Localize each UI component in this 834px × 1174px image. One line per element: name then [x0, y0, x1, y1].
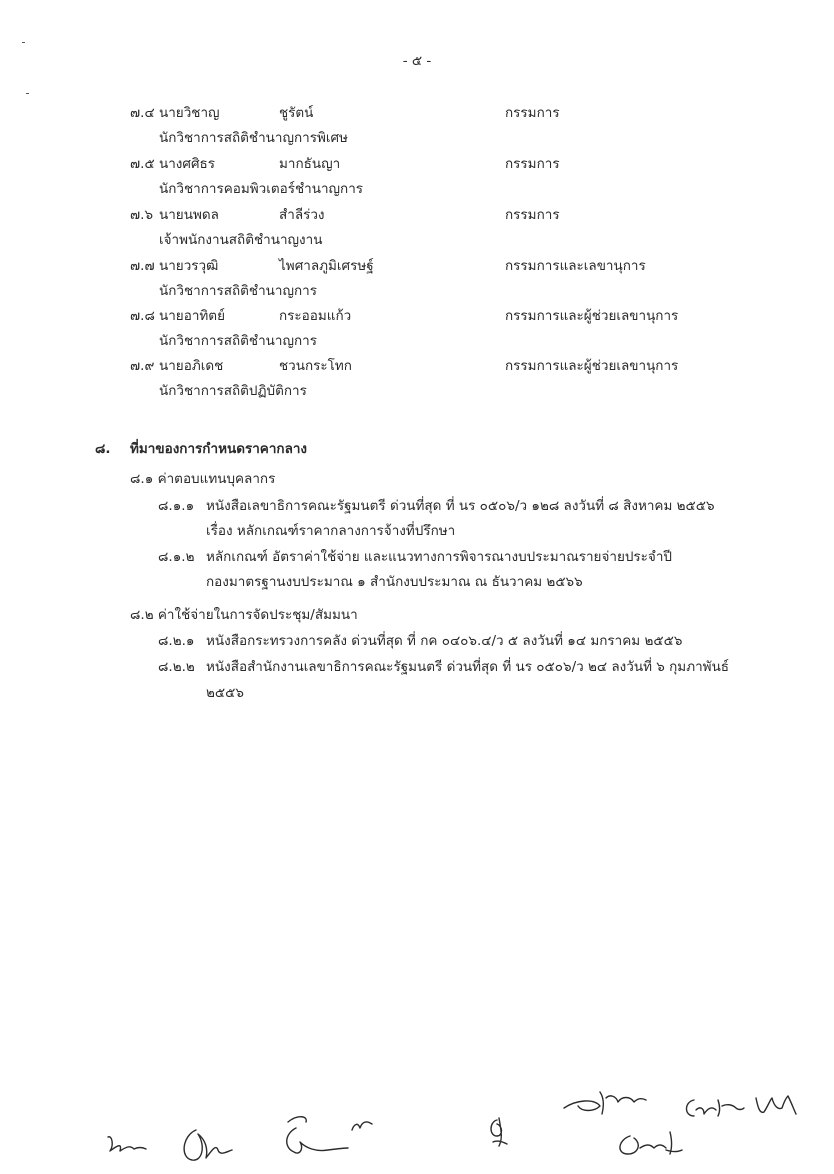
member-surname: ไพศาลภูมิเศรษฐ์: [279, 258, 374, 274]
item-text-continued: ๒๕๕๖: [206, 685, 244, 701]
signature-icon: [680, 1092, 746, 1126]
signature-icon: [752, 1088, 802, 1124]
item-number: ๘.๒.๑: [158, 633, 195, 649]
member-role: กรรมการและเลขานุการ: [505, 258, 646, 274]
item-text: หลักเกณฑ์ อัตราค่าใช้จ่าย และแนวทางการพิจารณางบประมาณรายจ่ายประจำปี: [206, 549, 672, 565]
subsection-heading: ๘.๑ ค่าตอบแทนบุคลากร: [130, 471, 276, 487]
item-text-continued: กองมาตรฐานงบประมาณ ๑ สำนักงบประมาณ ณ ธันวาคม ๒๕๖๖: [206, 574, 583, 590]
member-position: นักวิชาการสถิติชำนาญการ: [159, 333, 317, 349]
member-number: ๗.๔: [130, 105, 155, 121]
signature-icon: [104, 1125, 152, 1165]
member-number: ๗.๖: [130, 207, 154, 223]
member-name: นายอภิเดช: [159, 358, 224, 374]
member-surname: ชูรัตน์: [279, 105, 314, 121]
section-number: ๘.: [95, 441, 111, 457]
item-number: ๘.๑.๑: [158, 498, 195, 514]
subsection-heading: ๘.๒ ค่าใช้จ่ายในการจัดประชุม/สัมมนา: [130, 607, 358, 623]
scan-speck: [26, 93, 29, 94]
member-surname: มากธันญา: [279, 156, 341, 172]
section-title: ที่มาของการกำหนดราคากลาง: [130, 441, 308, 457]
member-name: นายวรวุฒิ: [159, 258, 219, 274]
signature-icon: [560, 1086, 650, 1126]
signature-icon: [485, 1112, 513, 1152]
signature-icon: [612, 1122, 686, 1162]
page-number: - ๕ -: [402, 53, 432, 69]
signature-icon: [176, 1120, 242, 1166]
member-role: กรรมการและผู้ช่วยเลขานุการ: [505, 308, 679, 324]
member-number: ๗.๘: [130, 308, 155, 324]
member-name: นางศศิธร: [159, 156, 216, 172]
item-text: หนังสือเลขาธิการคณะรัฐมนตรี ด่วนที่สุด ที่ นร ๐๕๐๖/ว ๑๒๘ ลงวันที่ ๘ สิงหาคม ๒๕๕๖: [206, 498, 715, 514]
member-position: นักวิชาการสถิติปฏิบัติการ: [159, 383, 307, 399]
member-number: ๗.๙: [130, 358, 155, 374]
member-role: กรรมการ: [505, 156, 560, 172]
member-position: นักวิชาการคอมพิวเตอร์ชำนาญการ: [159, 181, 364, 197]
member-name: นายวิชาญ: [159, 105, 220, 121]
member-position: เจ้าพนักงานสถิติชำนาญงาน: [159, 232, 323, 248]
member-position: นักวิชาการสถิติชำนาญการพิเศษ: [159, 130, 348, 146]
member-role: กรรมการและผู้ช่วยเลขานุการ: [505, 358, 679, 374]
member-number: ๗.๗: [130, 258, 155, 274]
member-number: ๗.๕: [130, 156, 155, 172]
member-surname: สำลีร่วง: [279, 207, 325, 223]
member-role: กรรมการ: [505, 105, 560, 121]
member-name: นายอาทิตย์: [159, 308, 225, 324]
member-position: นักวิชาการสถิติชำนาญการ: [159, 283, 317, 299]
scan-speck: [22, 42, 25, 43]
member-name: นายนพดล: [159, 207, 219, 223]
item-text-continued: เรื่อง หลักเกณฑ์ราคากลางการจ้างที่ปรึกษา: [206, 523, 456, 539]
item-text: หนังสือสำนักงานเลขาธิการคณะรัฐมนตรี ด่วนที่สุด ที่ นร ๐๕๐๖/ว ๒๔ ลงวันที่ ๖ กุมภาพันธ์: [206, 659, 730, 675]
item-number: ๘.๑.๒: [158, 549, 195, 565]
member-surname: กระออมแก้ว: [279, 308, 352, 324]
signature-icon: [282, 1108, 382, 1168]
member-surname: ชวนกระโทก: [279, 358, 352, 374]
item-number: ๘.๒.๒: [158, 659, 195, 675]
item-text: หนังสือกระทรวงการคลัง ด่วนที่สุด ที่ กค ๐๔๐๖.๔/ว ๕ ลงวันที่ ๑๔ มกราคม ๒๕๕๖: [206, 633, 683, 649]
member-role: กรรมการ: [505, 207, 560, 223]
